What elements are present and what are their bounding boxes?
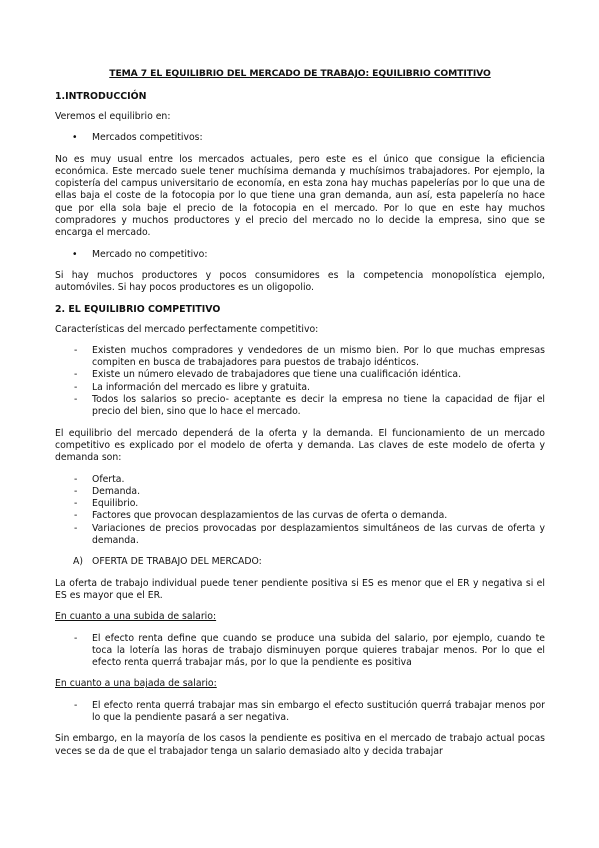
section-2-intro: Características del mercado perfectamente competitivo: <box>55 323 319 335</box>
bullet-icon: • <box>72 132 78 144</box>
dash-icon: - <box>74 344 78 356</box>
section-2-paragraph-2: La oferta de trabajo individual puede tener pendiente positiva si ES es menor que el ER y negativa si el ES es mayor que el ER. <box>55 577 545 601</box>
dash-icon: - <box>74 369 78 381</box>
list-item: - La información del mercado es libre y gratuita. <box>74 381 310 393</box>
list-item: • Mercados competitivos: <box>72 132 203 144</box>
salary-decrease-subheading: En cuanto a una bajada de salario: <box>55 678 217 690</box>
dash-icon: - <box>74 522 78 534</box>
list-item: - Variaciones de precios provocadas por desplazamientos simultáneos de las curvas de oferta y demanda. <box>74 522 545 547</box>
list-item: - Todos los salarios so precio- aceptante es decir la empresa no tiene la capacidad de fijar el precio del bien, sino que lo hace el mercado. <box>74 394 545 418</box>
section-1-paragraph-2: Si hay muchos productores y pocos consumidores es la competencia monopolística ejemplo, automóviles. Si hay pocos productores es un oligopolio. <box>55 269 545 294</box>
bullet-icon: • <box>72 248 78 260</box>
document-page <box>55 68 545 767</box>
section-2-paragraph-1: El equilibrio del mercado dependerá de la oferta y la demanda. El funcionamiento de un mercado competitivo es explicado por el modelo de oferta y demanda. Las claves de este modelo de oferta y demanda son: <box>55 427 545 464</box>
model-keys-list <box>55 474 545 548</box>
list-item: - Factores que provocan desplazamientos de las curvas de oferta o demanda. <box>74 510 448 522</box>
list-item: - El efecto renta define que cuando se produce una subida del salario, por ejemplo, cuando te toca la lotería las horas de trabajo disminuyen porque quieres trabajar menos. Por lo que el efecto renta querrá trabajar más, por lo que la pendiente es positiva <box>74 632 545 669</box>
section-2-paragraph-3: Sin embargo, en la mayoría de los casos la pendiente es positiva en el mercado de trabajo actual pocas veces se da de que el trabajador tenga un salario demasiado alto y decida trabajar <box>55 733 545 757</box>
section-1-bullet-list-1 <box>55 132 545 144</box>
list-item: - Demanda. <box>74 485 141 497</box>
section-2-heading: 2. EL EQUILIBRIO COMPETITIVO <box>55 303 221 315</box>
salary-increase-list <box>55 633 545 670</box>
list-item: • Mercado no competitivo: <box>72 248 208 260</box>
section-1-heading: 1.INTRODUCCIÓN <box>55 91 147 102</box>
list-item: - Equilibrio. <box>74 498 139 510</box>
dash-icon: - <box>74 394 78 406</box>
list-item: - Existe un número elevado de trabajadores que tiene una cualificación idéntica. <box>74 369 462 381</box>
dash-icon: - <box>74 510 78 522</box>
dash-icon: - <box>74 473 78 485</box>
dash-icon: - <box>74 498 78 510</box>
list-item: - El efecto renta querrá trabajar mas sin embargo el efecto sustitución querrá trabajar menos por lo que la pendiente pasará a ser negativa. <box>74 699 545 723</box>
salary-decrease-list <box>55 700 545 725</box>
characteristics-list <box>55 345 545 419</box>
subsection-letter: A) <box>73 556 83 568</box>
dash-icon: - <box>74 699 78 711</box>
subsection-a-heading: A) OFERTA DE TRABAJO DEL MERCADO: <box>73 556 262 568</box>
document-title: TEMA 7 EL EQUILIBRIO DEL MERCADO DE TRABAJO: EQUILIBRIO COMTITIVO <box>109 68 491 79</box>
salary-increase-subheading: En cuanto a una subida de salario: <box>55 611 217 623</box>
dash-icon: - <box>74 381 78 393</box>
list-item: - Oferta. <box>74 473 125 485</box>
section-1-intro: Veremos el equilibrio en: <box>55 111 171 122</box>
section-1-paragraph-1: No es muy usual entre los mercados actuales, pero este es el único que consigue la eficiencia económica. Este mercado suele tener muchísima demanda y muchísimos trabajadores. Por ejemplo, la copistería del campus universitario de economía, en esta zona hay muchas papelerías por lo que una de ellas baja el coste de la fotocopia por lo que tiene una gran demanda, aun así, esta papelería no hace que por ella sola baje el precio de la fotocopia en el mercado. Por lo que en este hay muchos compradores y muchos productores y el precio del mercado no lo decide la empresa, sino que se encarga el mercado. <box>55 153 545 239</box>
dash-icon: - <box>74 485 78 497</box>
list-item: - Existen muchos compradores y vendedores de un mismo bien. Por lo que muchas empresas compiten en busca de trabajadores para puestos de trabajo idénticos. <box>74 344 545 369</box>
section-1-bullet-list-2 <box>55 249 545 261</box>
dash-icon: - <box>74 632 78 644</box>
